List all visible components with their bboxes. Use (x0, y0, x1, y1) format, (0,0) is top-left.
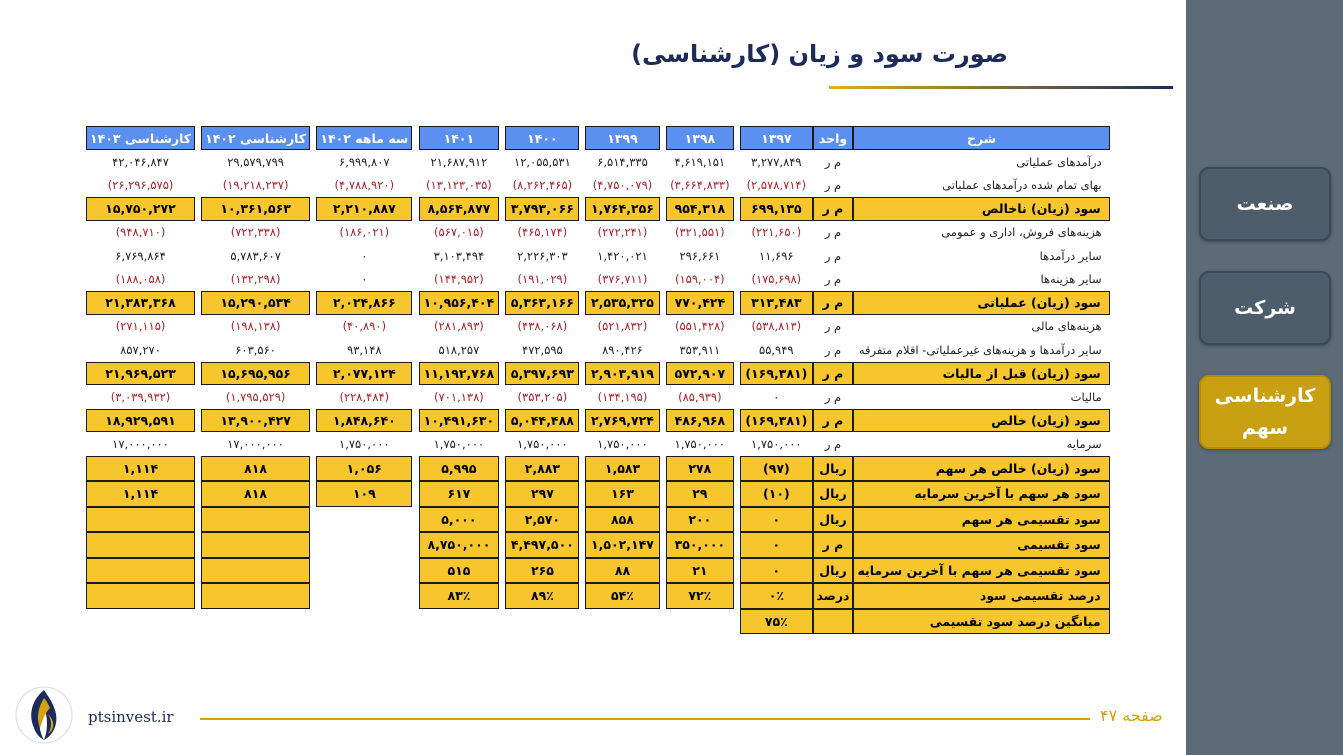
cell-unit: م ر (813, 385, 854, 409)
cell-value: ۳,۱۰۳,۴۹۴ (419, 244, 499, 268)
cell-value: ۲,۵۳۵,۳۲۵ (585, 291, 659, 315)
cell-value: ۲۱ (666, 558, 735, 584)
cell-value: ۱,۸۴۸,۶۴۰ (316, 409, 412, 433)
cell-value: ۵۵,۹۴۹ (740, 338, 812, 362)
cell-value: ۰ (740, 507, 812, 533)
cell-value: (۳,۶۶۴,۸۳۳) (666, 174, 735, 198)
cell-value: ۲,۰۲۴,۸۶۶ (316, 291, 412, 315)
cell-value: ۱,۴۲۰,۰۲۱ (585, 244, 659, 268)
cell-value: ۲۱,۶۸۷,۹۱۲ (419, 150, 499, 174)
cell-value: ۱۰,۴۹۱,۶۳۰ (419, 409, 499, 433)
cell-value: ۲۰۰ (666, 507, 735, 533)
table-row (86, 507, 1186, 533)
cell-value (86, 583, 195, 609)
table-row (86, 291, 1186, 315)
cell-value: (۳۷۶,۷۱۱) (585, 268, 659, 292)
cell-value: ۸۹٪ (505, 583, 579, 609)
table-row (86, 583, 1186, 609)
column-header: ۱۳۹۷ (740, 126, 812, 150)
cell-value: ۱۳,۹۰۰,۴۲۷ (201, 409, 310, 433)
row-label: سرمایه (853, 432, 1109, 456)
cell-value: ۰ (740, 385, 812, 409)
cell-unit (813, 609, 854, 635)
cell-value: ۱۷,۰۰۰,۰۰۰ (86, 432, 195, 456)
cell-value: ۴,۴۹۷,۵۰۰ (505, 532, 579, 558)
cell-value: (۹۷) (740, 456, 812, 482)
cell-value: ۱۸,۹۲۹,۵۹۱ (86, 409, 195, 433)
nav-button-company[interactable]: شرکت (1199, 271, 1331, 345)
cell-value: ۶,۷۶۹,۸۶۴ (86, 244, 195, 268)
cell-unit: م ر (813, 315, 854, 339)
cell-value (201, 507, 310, 533)
cell-value: ۳,۷۹۳,۰۶۶ (505, 197, 579, 221)
website-link[interactable]: ptsinvest.ir (88, 708, 174, 726)
row-label: سایر هزینه‌ها (853, 268, 1109, 292)
cell-value: (۱۶۹,۳۸۱) (740, 362, 812, 386)
cell-unit: م ر (813, 197, 854, 221)
column-header: ۱۴۰۰ (505, 126, 579, 150)
cell-value: (۲۶,۲۹۶,۵۷۵) (86, 174, 195, 198)
cell-value: (۱۹۱,۰۲۹) (505, 268, 579, 292)
table-row (86, 456, 1186, 482)
table-row (86, 432, 1186, 456)
table-header-row (86, 126, 1186, 150)
cell-value: ۱۰۹ (316, 481, 412, 507)
cell-unit: م ر (813, 221, 854, 245)
cell-unit: ریال (813, 507, 854, 533)
cell-value: ۱,۰۵۶ (316, 456, 412, 482)
row-label: هزینه‌های مالی (853, 315, 1109, 339)
table-row (86, 174, 1186, 198)
cell-value: ۳۵۳,۹۱۱ (666, 338, 735, 362)
cell-value: ۸۹۰,۴۲۶ (585, 338, 659, 362)
cell-value: (۴۶۵,۱۷۴) (505, 221, 579, 245)
cell-value: ۰ (740, 558, 812, 584)
cell-unit: م ر (813, 409, 854, 433)
cell-value: ۵,۹۹۵ (419, 456, 499, 482)
cell-value: ۹۵۴,۳۱۸ (666, 197, 735, 221)
cell-unit: م ر (813, 244, 854, 268)
column-header: ۱۳۹۸ (666, 126, 735, 150)
cell-unit: م ر (813, 291, 854, 315)
cell-value: (۵۵۱,۴۲۸) (666, 315, 735, 339)
cell-value: (۱,۷۹۵,۵۲۹) (201, 385, 310, 409)
cell-value: ۱,۷۵۰,۰۰۰ (666, 432, 735, 456)
cell-unit: م ر (813, 432, 854, 456)
cell-value: ۱,۷۵۰,۰۰۰ (419, 432, 499, 456)
cell-value: ۸۵۸ (585, 507, 659, 533)
cell-value: ۱۱,۱۹۲,۷۶۸ (419, 362, 499, 386)
table-row (86, 362, 1186, 386)
column-header-description: شرح (853, 126, 1109, 150)
average-dividend-payout-value: ۷۵٪ (740, 609, 812, 635)
cell-value: ۸۱۸ (201, 481, 310, 507)
cell-value: (۸,۲۶۲,۴۶۵) (505, 174, 579, 198)
cell-value: ۸,۷۵۰,۰۰۰ (419, 532, 499, 558)
cell-value: ۵۱۵ (419, 558, 499, 584)
cell-value: ۱,۱۱۴ (86, 481, 195, 507)
cell-value: ۲,۷۶۹,۷۲۴ (585, 409, 659, 433)
cell-value: ۶۹۹,۱۳۵ (740, 197, 812, 221)
table-row (86, 338, 1186, 362)
cell-value: (۵۶۷,۰۱۵) (419, 221, 499, 245)
row-label: سود (زیان) عملیاتی (853, 291, 1109, 315)
cell-value: (۴,۷۵۰,۰۷۹) (585, 174, 659, 198)
title-underline (829, 86, 1173, 89)
nav-button-stock-valuation[interactable]: کارشناسی سهم (1199, 375, 1331, 449)
cell-value: ۲۷۸ (666, 456, 735, 482)
cell-value: (۲۲۱,۶۵۰) (740, 221, 812, 245)
cell-value: ۶,۵۱۴,۳۳۵ (585, 150, 659, 174)
table-row (86, 315, 1186, 339)
cell-value: (۲۸۱,۸۹۳) (419, 315, 499, 339)
cell-value: ۱,۷۵۰,۰۰۰ (316, 432, 412, 456)
cell-value: ۸۱۸ (201, 456, 310, 482)
cell-unit: م ر (813, 532, 854, 558)
table-row (86, 385, 1186, 409)
cell-value: (۸۵,۹۳۹) (666, 385, 735, 409)
cell-value: ۱۰,۳۶۱,۵۶۳ (201, 197, 310, 221)
row-label: درصد تقسیمی سود (853, 583, 1109, 609)
cell-value: ۵۱۸,۲۵۷ (419, 338, 499, 362)
cell-value: ۱,۷۵۰,۰۰۰ (740, 432, 812, 456)
cell-value: (۱۴۴,۹۵۲) (419, 268, 499, 292)
cell-value: ۱۱,۶۹۶ (740, 244, 812, 268)
column-header: ۱۴۰۱ (419, 126, 499, 150)
cell-value: ۲,۲۲۶,۳۰۳ (505, 244, 579, 268)
row-label: سایر درآمدها (853, 244, 1109, 268)
cell-value: ۷۲٪ (666, 583, 735, 609)
cell-unit: م ر (813, 150, 854, 174)
cell-value: (۱۳,۱۲۳,۰۳۵) (419, 174, 499, 198)
cell-value: ۶۰۳,۵۶۰ (201, 338, 310, 362)
cell-value: ۸۳٪ (419, 583, 499, 609)
cell-value: ۵۴٪ (585, 583, 659, 609)
row-label: بهای تمام شده درآمدهای عملیاتی (853, 174, 1109, 198)
cell-value: (۱۰) (740, 481, 812, 507)
row-label: سود (زیان) خالص (853, 409, 1109, 433)
cell-value: ۲۹ (666, 481, 735, 507)
cell-value: ۵,۳۶۳,۱۶۶ (505, 291, 579, 315)
cell-value: ۴۷۲,۵۹۵ (505, 338, 579, 362)
table-row (86, 609, 1186, 635)
cell-value: ۲,۵۷۰ (505, 507, 579, 533)
nav-button-industry[interactable]: صنعت (1199, 167, 1331, 241)
cell-value: (۱۸۶,۰۲۱) (316, 221, 412, 245)
cell-value: ۱۷,۰۰۰,۰۰۰ (201, 432, 310, 456)
cell-value: (۴۰,۸۹۰) (316, 315, 412, 339)
cell-value: (۱۹,۲۱۸,۲۳۷) (201, 174, 310, 198)
cell-value: ۳۵۰,۰۰۰ (666, 532, 735, 558)
cell-value: (۱۸۸,۰۵۸) (86, 268, 195, 292)
cell-value: ۲,۰۷۷,۱۲۴ (316, 362, 412, 386)
cell-value: ۱۰,۹۵۶,۴۰۴ (419, 291, 499, 315)
row-label: سود (زیان) خالص هر سهم (853, 456, 1109, 482)
row-label: درآمدهای عملیاتی (853, 150, 1109, 174)
cell-value: ۳,۲۷۷,۸۴۹ (740, 150, 812, 174)
row-label: سود تقسیمی هر سهم با آخرین سرمایه (853, 558, 1109, 584)
cell-value: ۵,۰۴۴,۴۸۸ (505, 409, 579, 433)
cell-value: ۲۶۵ (505, 558, 579, 584)
cell-value: ۶,۹۹۹,۸۰۷ (316, 150, 412, 174)
cell-value: (۷۰۱,۱۳۸) (419, 385, 499, 409)
cell-value: ۳۱۳,۴۸۳ (740, 291, 812, 315)
cell-value: (۵۳۸,۸۱۳) (740, 315, 812, 339)
column-header: کارشناسی ۱۴۰۳ (86, 126, 195, 150)
cell-value: (۵۲۱,۸۳۲) (585, 315, 659, 339)
cell-value: (۳,۰۳۹,۹۳۲) (86, 385, 195, 409)
cell-value: ۰٪ (740, 583, 812, 609)
cell-value (86, 532, 195, 558)
cell-value: (۱۶۹,۳۸۱) (740, 409, 812, 433)
cell-value: (۴,۷۸۸,۹۲۰) (316, 174, 412, 198)
cell-value: ۱,۷۶۴,۲۵۶ (585, 197, 659, 221)
table-row (86, 558, 1186, 584)
cell-value (86, 507, 195, 533)
row-label: سود (زیان) ناخالص (853, 197, 1109, 221)
cell-value: (۱۳۴,۱۹۵) (585, 385, 659, 409)
cell-value: ۱,۵۰۲,۱۴۷ (585, 532, 659, 558)
column-header: سه ماهه ۱۴۰۲ (316, 126, 412, 150)
cell-value: (۲۷۲,۲۴۱) (585, 221, 659, 245)
cell-value: ۱۵,۶۹۵,۹۵۶ (201, 362, 310, 386)
cell-value: ۲۱,۹۶۹,۵۲۳ (86, 362, 195, 386)
cell-value: ۴۸۶,۹۶۸ (666, 409, 735, 433)
cell-unit: درصد (813, 583, 854, 609)
cell-value: ۵,۷۸۳,۶۰۷ (201, 244, 310, 268)
page-title: صورت سود و زیان (کارشناسی) (631, 40, 1008, 68)
section-nav-panel (1186, 0, 1343, 755)
cell-value: (۷۲۲,۳۳۸) (201, 221, 310, 245)
cell-value: ۰ (316, 244, 412, 268)
cell-value (316, 583, 412, 609)
column-header: کارشناسی ۱۴۰۲ (201, 126, 310, 150)
table-row (86, 481, 1186, 507)
income-statement-table (86, 126, 1186, 634)
cell-value (316, 532, 412, 558)
cell-value: ۱,۱۱۴ (86, 456, 195, 482)
cell-value: ۸۵۷,۲۷۰ (86, 338, 195, 362)
cell-value: ۲,۲۱۰,۸۸۷ (316, 197, 412, 221)
cell-value: (۱۵۹,۰۰۴) (666, 268, 735, 292)
cell-unit: ریال (813, 481, 854, 507)
cell-value: ۴۲,۰۴۶,۸۴۷ (86, 150, 195, 174)
cell-value: ۱۵,۷۵۰,۲۷۲ (86, 197, 195, 221)
cell-value: ۷۷۰,۴۲۴ (666, 291, 735, 315)
cell-value (316, 507, 412, 533)
page-number: صفحه ۴۷ (1100, 706, 1163, 725)
cell-value: ۱,۷۵۰,۰۰۰ (505, 432, 579, 456)
row-label: مالیات (853, 385, 1109, 409)
table-row (86, 244, 1186, 268)
cell-value: ۵,۰۰۰ (419, 507, 499, 533)
cell-value: (۴۳۸,۰۶۸) (505, 315, 579, 339)
company-logo (14, 684, 74, 746)
table-row (86, 197, 1186, 221)
cell-value: ۲,۸۸۳ (505, 456, 579, 482)
table-row (86, 150, 1186, 174)
cell-value: ۸,۵۶۴,۸۷۷ (419, 197, 499, 221)
cell-unit: م ر (813, 268, 854, 292)
cell-value (86, 558, 195, 584)
cell-value: ۲,۹۰۳,۹۱۹ (585, 362, 659, 386)
cell-value: (۱۷۵,۶۹۸) (740, 268, 812, 292)
cell-value: (۳۵۳,۲۰۵) (505, 385, 579, 409)
row-label: سود (زیان) قبل از مالیات (853, 362, 1109, 386)
cell-value: ۰ (316, 268, 412, 292)
cell-unit: ریال (813, 558, 854, 584)
cell-value: ۱,۷۵۰,۰۰۰ (585, 432, 659, 456)
cell-value: ۰ (740, 532, 812, 558)
cell-value: ۸۸ (585, 558, 659, 584)
row-label: هزینه‌های فروش، اداری و عمومی (853, 221, 1109, 245)
cell-value: (۹۴۸,۷۱۰) (86, 221, 195, 245)
cell-value: ۵۷۲,۹۰۷ (666, 362, 735, 386)
table-row (86, 532, 1186, 558)
table-row (86, 409, 1186, 433)
cell-value: ۶۱۷ (419, 481, 499, 507)
cell-value (201, 558, 310, 584)
cell-value: ۲۹۷ (505, 481, 579, 507)
cell-unit: م ر (813, 174, 854, 198)
cell-unit: م ر (813, 362, 854, 386)
column-header-unit: واحد (813, 126, 854, 150)
cell-value (201, 532, 310, 558)
cell-value: ۱,۵۸۳ (585, 456, 659, 482)
cell-value: ۱۶۳ (585, 481, 659, 507)
cell-value: ۱۲,۰۵۵,۵۳۱ (505, 150, 579, 174)
cell-value: (۳۲۱,۵۵۱) (666, 221, 735, 245)
column-header: ۱۳۹۹ (585, 126, 659, 150)
cell-unit: ریال (813, 456, 854, 482)
cell-value: (۲۷۱,۱۱۵) (86, 315, 195, 339)
cell-value: ۱۵,۲۹۰,۵۳۴ (201, 291, 310, 315)
cell-value: ۲۱,۳۸۳,۳۶۸ (86, 291, 195, 315)
cell-unit: م ر (813, 338, 854, 362)
cell-value: (۲,۵۷۸,۷۱۴) (740, 174, 812, 198)
cell-value: ۲۹۶,۶۶۱ (666, 244, 735, 268)
cell-value: ۴,۶۱۹,۱۵۱ (666, 150, 735, 174)
table-row (86, 221, 1186, 245)
row-label: سود تقسیمی (853, 532, 1109, 558)
footer-divider (200, 718, 1090, 720)
cell-value: (۱۹۸,۱۳۸) (201, 315, 310, 339)
cell-value: (۲۲۸,۴۸۴) (316, 385, 412, 409)
cell-value (201, 583, 310, 609)
cell-value: ۲۹,۵۷۹,۷۹۹ (201, 150, 310, 174)
cell-value (316, 558, 412, 584)
row-label: سود تقسیمی هر سهم (853, 507, 1109, 533)
cell-value: ۵,۳۹۷,۶۹۳ (505, 362, 579, 386)
table-row (86, 268, 1186, 292)
cell-value: (۱۳۲,۲۹۸) (201, 268, 310, 292)
row-label: سود هر سهم با آخرین سرمایه (853, 481, 1109, 507)
row-label: میانگین درصد سود تقسیمی (853, 609, 1109, 635)
row-label: سایر درآمدها و هزینه‌های غیرعملیاتی- اقلام متفرقه (853, 338, 1109, 362)
cell-value: ۹۳,۱۴۸ (316, 338, 412, 362)
